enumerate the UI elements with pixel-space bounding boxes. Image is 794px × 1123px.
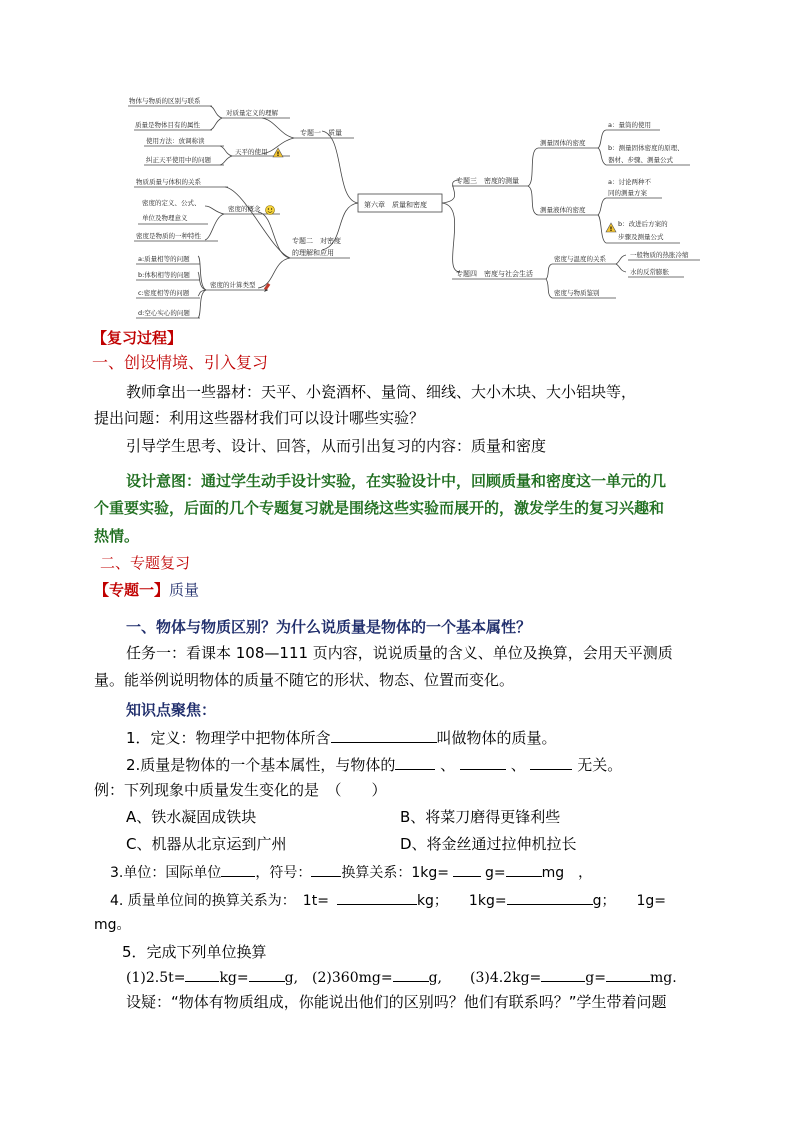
mm-topic2: 专题二 对密度 xyxy=(292,237,341,245)
mm-t3-b1: 测量固体的密度 xyxy=(540,139,586,147)
unit-mg-text: mg ， xyxy=(541,865,593,881)
ex5-3-start: g, (3)4.2kg= xyxy=(428,970,542,986)
unit-g-text: g= xyxy=(485,865,506,881)
mm-t4-b1a: 一般物质的热胀冷缩 xyxy=(630,251,689,259)
conversion-blank-1[interactable] xyxy=(337,890,417,905)
property-blank-3[interactable] xyxy=(530,755,572,770)
warning-icon xyxy=(273,148,283,158)
mm-t2-b2c: c:密度相等的问题 xyxy=(138,289,190,297)
ex5-1-kg: kg= xyxy=(219,970,249,986)
design-intent-1: 设计意图：通过学生动手设计实验，在实验设计中，回顾质量和密度这一单元的几 xyxy=(126,472,667,490)
option-c: C、机器从北京运到广州 xyxy=(126,835,287,853)
mm-t4-b1: 密度与温度的关系 xyxy=(554,255,606,263)
mm-t1-b2a: 使用方法：放调称读 xyxy=(146,137,205,145)
conversion-g-text: g； 1g= xyxy=(592,893,666,909)
question-1: 一、物体与物质区别？为什么说质量是物体的一个基本属性？ xyxy=(126,618,532,636)
svg-text:!: ! xyxy=(609,226,613,233)
set-question: 设疑：“物体有物质组成，你能说出他们的区别吗？他们有联系吗？”学生带着问题 xyxy=(126,993,667,1011)
mind-map xyxy=(0,0,794,330)
mm-t4-b1b: 水的反常膨胀 xyxy=(630,268,669,276)
mm-topic2-line2: 的理解和应用 xyxy=(292,249,334,257)
section2-heading: 二、专题复习 xyxy=(100,554,191,572)
mm-t1-b1: 对质量定义的理解 xyxy=(226,109,278,117)
conversion-kg-text: kg； 1kg= xyxy=(416,893,507,909)
mm-t3-b1b: b：测量固体密度的原理、 xyxy=(608,144,684,152)
topic1-bracket: 【专题一】 xyxy=(94,581,170,599)
unit-blank-4[interactable] xyxy=(506,862,542,877)
conversion-blank-2[interactable] xyxy=(507,890,593,905)
unit-symbol-text: ，符号： xyxy=(255,865,312,881)
exercise-5-items xyxy=(126,967,677,988)
mm-t3-b2b: b：改进后方案的 xyxy=(618,220,668,228)
ex5-3-mg: mg. xyxy=(649,970,677,986)
topic1-name: 质量 xyxy=(169,581,200,599)
mm-t2-b1a: 密度的定义、公式、 xyxy=(142,199,201,207)
mm-t1-b2: 天平的使用 xyxy=(235,148,268,156)
mm-topic1: 专题一 质量 xyxy=(300,129,342,137)
definition-line xyxy=(126,728,557,748)
mm-t3-b1a: a：量筒的使用 xyxy=(608,121,651,129)
mm-topic3: 专题三 密度的测量 xyxy=(456,177,519,185)
mm-t2-b1: 密度的概念 xyxy=(228,205,261,213)
property-blank-2[interactable] xyxy=(460,755,506,770)
ex5-blank-1[interactable] xyxy=(185,967,219,982)
unit-conv-text: 换算关系：1kg= xyxy=(341,865,449,881)
design-intent-3: 热情。 xyxy=(94,527,140,545)
para-2: 提出问题：利用这些器材我们可以设计哪些实验？ xyxy=(94,409,425,427)
knowledge-focus: 知识点聚焦： xyxy=(126,701,217,719)
mm-t2-b1a2: 单位及物理意义 xyxy=(142,214,188,222)
exercise-5: 5．完成下列单位换算 xyxy=(122,943,267,961)
pencil-icon xyxy=(264,283,270,292)
design-intent-2: 个重要实验，后面的几个专题复习就是围绕这些实验而展开的，激发学生的复习兴趣和 xyxy=(94,499,665,517)
mm-t1-b1b: 质量是物体目有的属性 xyxy=(135,121,200,129)
unit-blank-2[interactable] xyxy=(311,862,341,877)
unit-blank-3[interactable] xyxy=(453,862,481,877)
property-line xyxy=(126,755,622,775)
ex5-2-start: g, (2)360mg= xyxy=(284,970,393,986)
mm-t2-b2: 密度的计算类型 xyxy=(210,281,256,289)
review-process-heading: 【复习过程】 xyxy=(92,329,183,347)
para-3: 引导学生思考、设计、回答，从而引出复习的内容：质量和密度 xyxy=(126,437,547,455)
mm-t3-b2a: a：讨论两种不 xyxy=(608,178,651,186)
mm-t2-b2b: b:体积相等的问题 xyxy=(138,271,190,279)
mm-topic4: 专题四 密度与社会生活 xyxy=(456,270,533,278)
option-b: B、将菜刀磨得更锋利些 xyxy=(400,808,561,826)
mm-t1-b2b: 纠正天平使用中的问题 xyxy=(146,156,211,164)
property-blank-1[interactable] xyxy=(395,755,435,770)
task-line-2: 量。能举例说明物体的质量不随它的形状、物态、位置而变化。 xyxy=(94,671,515,689)
property-sep-1: 、 xyxy=(440,756,456,774)
option-a: A、铁水凝固成铁块 xyxy=(126,808,257,826)
conversion-mg: mg。 xyxy=(94,917,131,933)
smiley-icon xyxy=(266,206,275,215)
ex5-1-start: (1)2.5t= xyxy=(126,970,186,986)
warning-icon xyxy=(606,223,616,233)
mm-t2-b1b: 密度是物质的一种特性 xyxy=(136,232,201,240)
unit-text: 3.单位：国际单位 xyxy=(110,865,222,881)
ex5-blank-4[interactable] xyxy=(541,967,585,982)
option-d: D、将金丝通过拉伸机拉长 xyxy=(400,835,577,853)
mm-t2-top: 物质质量与体积的关系 xyxy=(136,178,201,186)
conversion-text: 4. 质量单位间的换算关系为： 1t= xyxy=(110,893,329,909)
property-sep-2: 、 xyxy=(510,756,526,774)
section1-heading: 一、创设情境、引入复习 xyxy=(92,353,269,372)
ex5-blank-2[interactable] xyxy=(249,967,285,982)
ex5-blank-5[interactable] xyxy=(606,967,650,982)
unit-blank-1[interactable] xyxy=(221,862,255,877)
definition-text: 1．定义：物理学中把物体所含 xyxy=(126,729,331,747)
ex5-3-g: g= xyxy=(585,970,606,986)
property-text: 2.质量是物体的一个基本属性，与物体的 xyxy=(126,756,396,774)
conversion-line xyxy=(110,890,666,911)
mm-t4-b2: 密度与物质鉴别 xyxy=(554,289,600,297)
topic1-heading xyxy=(94,580,199,600)
mm-t3-b2b2: 步骤及测量公式 xyxy=(618,233,664,241)
definition-blank[interactable] xyxy=(331,728,437,743)
para-1: 教师拿出一些器材：天平、小瓷酒杯、量筒、细线、大小木块、大小铝块等， xyxy=(126,383,637,401)
ex5-blank-3[interactable] xyxy=(393,967,429,982)
mm-t2-b2a: a:质量相等的问题 xyxy=(138,255,190,263)
definition-text-end: 叫做物体的质量。 xyxy=(436,729,557,747)
mm-t2-b2d: d:空心实心的问题 xyxy=(138,309,190,317)
mm-center: 第六章 质量和密度 xyxy=(364,201,427,209)
mm-t3-b1b2: 器材、步骤、测量公式 xyxy=(608,156,673,164)
mm-t1-b1a: 物体与物质的区别与联系 xyxy=(129,97,201,105)
property-text-end: 无关。 xyxy=(577,756,623,774)
example-question: 例：下列现象中质量发生变化的是 （ ） xyxy=(94,781,387,799)
unit-line xyxy=(110,862,592,883)
mm-t3-b2: 测量液体的密度 xyxy=(540,206,586,214)
svg-text:!: ! xyxy=(276,151,280,158)
mm-t3-b2a2: 同的测量方案 xyxy=(608,189,647,197)
task-line-1: 任务一：看课本 108—111 页内容，说说质量的含义、单位及换算，会用天平测质 xyxy=(126,644,673,662)
